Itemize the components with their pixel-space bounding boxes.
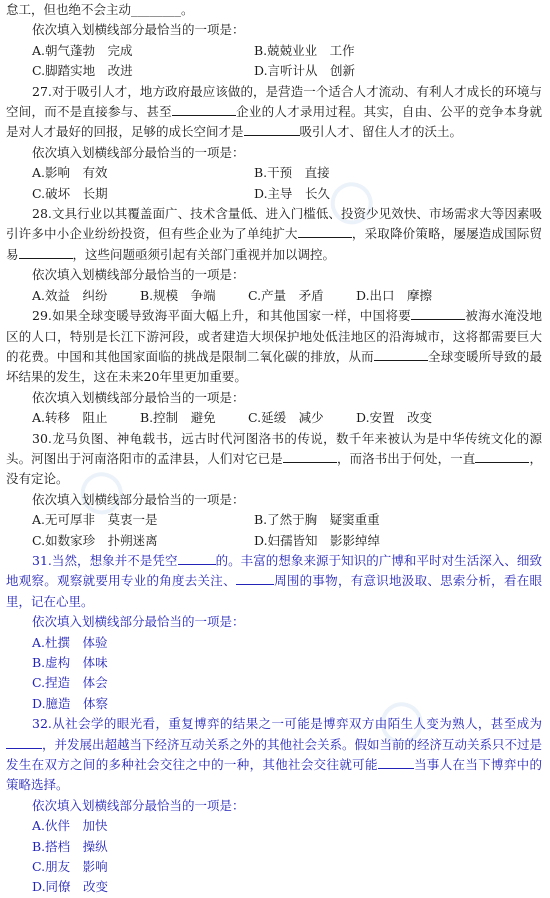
- option-d[interactable]: D.臆造 体察: [32, 695, 109, 711]
- options-row: [6, 41, 542, 61]
- option-c[interactable]: C.朋友 影响: [32, 859, 108, 875]
- instruction: 依次填入划横线部分最恰当的一项是：: [32, 614, 245, 630]
- option-d[interactable]: D.妇孺皆知 影影绰绰: [254, 532, 381, 548]
- options-row: [6, 163, 542, 183]
- option-b[interactable]: B.搭档 操纵: [32, 838, 108, 854]
- question-30: 30.龙马负图、神龟载书，远古时代河图洛书的传说，数千年来被认为是中华传统文化的源头。河图出于河南洛阳市的孟津县，人们对它已是 ，而洛书出于何处，一直 ，没有定论。: [6, 430, 542, 487]
- option-c[interactable]: C.破坏 长期: [32, 185, 108, 201]
- question-32: 32.从社会学的眼光看，重复博弈的结果之一可能是博弈双方由陌生人变为熟人，甚至成为，并发展出超越当下经济互动关系之外的其他社会关系。假如当前的经济互动关系只不过是发生在双方之间的多种社会交往之中的一种，其他社会交往就可能 当事人在当下博弈中的策略选择。: [6, 716, 543, 793]
- option-c[interactable]: C.延缓 减少: [248, 410, 324, 426]
- option-a[interactable]: A.效益 纠纷: [32, 287, 108, 303]
- option-d[interactable]: D.同僚 改变: [32, 879, 109, 895]
- option-c[interactable]: C.产量 矛盾: [248, 287, 324, 303]
- option-d[interactable]: D.言听计从 创新: [254, 63, 356, 79]
- options-row: [6, 286, 542, 306]
- option-b[interactable]: B.了然于胸 疑窦重重: [254, 512, 380, 528]
- question-27: 27.对于吸引人才，地方政府最应该做的，是营造一个适合人才流动、有利人才成长的环境与空间，而不是直接参与、甚至 企业的人才录用过程。其实，自由、公平的竞争本身就是对人才最好的回报，足够的成长空间才是 吸引人才、留住人才的沃土。: [6, 83, 542, 140]
- option-a[interactable]: A.转移 阻止: [32, 410, 108, 426]
- option-b[interactable]: B.干预 直接: [254, 165, 330, 181]
- intro-line: 怠工，但也绝不会主动________。: [6, 2, 194, 17]
- option-c[interactable]: C.脚踏实地 改进: [32, 63, 133, 79]
- options-row: [6, 184, 542, 204]
- options-row: [6, 531, 542, 551]
- option-b[interactable]: B.兢兢业业 工作: [254, 42, 355, 58]
- option-a[interactable]: A.无可厚非 莫衷一是: [32, 512, 158, 528]
- instruction: 依次填入划横线部分最恰当的一项是：: [32, 389, 245, 405]
- question-31: 31.当然，想象并不是凭空 的。丰富的想象来源于知识的广博和平时对生活深入、细致地观察。观察就要用专业的角度去关注、 周围的事物，有意识地汲取、思索分析，看在眼里，记在心里。: [6, 552, 542, 609]
- instruction: 依次填入划横线部分最恰当的一项是：: [32, 22, 245, 38]
- options-row: [6, 61, 542, 81]
- instruction: 依次填入划横线部分最恰当的一项是：: [32, 491, 245, 507]
- instruction: 依次填入划横线部分最恰当的一项是：: [32, 144, 245, 160]
- option-d[interactable]: D.安置 改变: [356, 410, 433, 426]
- option-b[interactable]: B.控制 避免: [140, 410, 216, 426]
- options-row: [6, 510, 542, 530]
- option-d[interactable]: D.出口 摩擦: [356, 287, 433, 303]
- option-b[interactable]: B.规模 争端: [140, 287, 216, 303]
- option-c[interactable]: C.如数家珍 扑朔迷离: [32, 532, 158, 548]
- option-d[interactable]: D.主导 长久: [254, 185, 331, 201]
- option-b[interactable]: B.虚构 体味: [32, 655, 108, 670]
- instruction: 依次填入划横线部分最恰当的一项是：: [32, 797, 245, 813]
- option-a[interactable]: A.伙伴 加快: [32, 818, 108, 834]
- option-c[interactable]: C.捏造 体会: [32, 675, 108, 691]
- option-a[interactable]: A.朝气蓬勃 完成: [32, 42, 133, 58]
- instruction: 依次填入划横线部分最恰当的一项是：: [32, 267, 245, 283]
- question-28: 28.文具行业以其覆盖面广、技术含量低、进入门槛低、投资少见效快、市场需求大等因素吸引许多中小企业纷纷投资，但有些企业为了单纯扩大 ，采取降价策略，屡屡造成国际贸易 ，这些问题亟须引起有关部门重视并加以调控。: [6, 206, 542, 262]
- question-29: 29.如果全球变暖导致海平面大幅上升，和其他国家一样，中国将要 被海水淹没地区的人口，特别是长江下游河段，或者建造大坝保护地处低洼地区的沿海城市，这将都需要巨大的花费。中国和其他国家面临的挑战是限制二氧化碳的排放，从而 全球变暖所导致的最坏结果的发生，这在未来20年里更加重要。: [6, 308, 542, 385]
- option-a[interactable]: A.影响 有效: [32, 165, 108, 181]
- option-a[interactable]: A.杜撰 体验: [32, 634, 108, 650]
- options-row: [6, 408, 542, 428]
